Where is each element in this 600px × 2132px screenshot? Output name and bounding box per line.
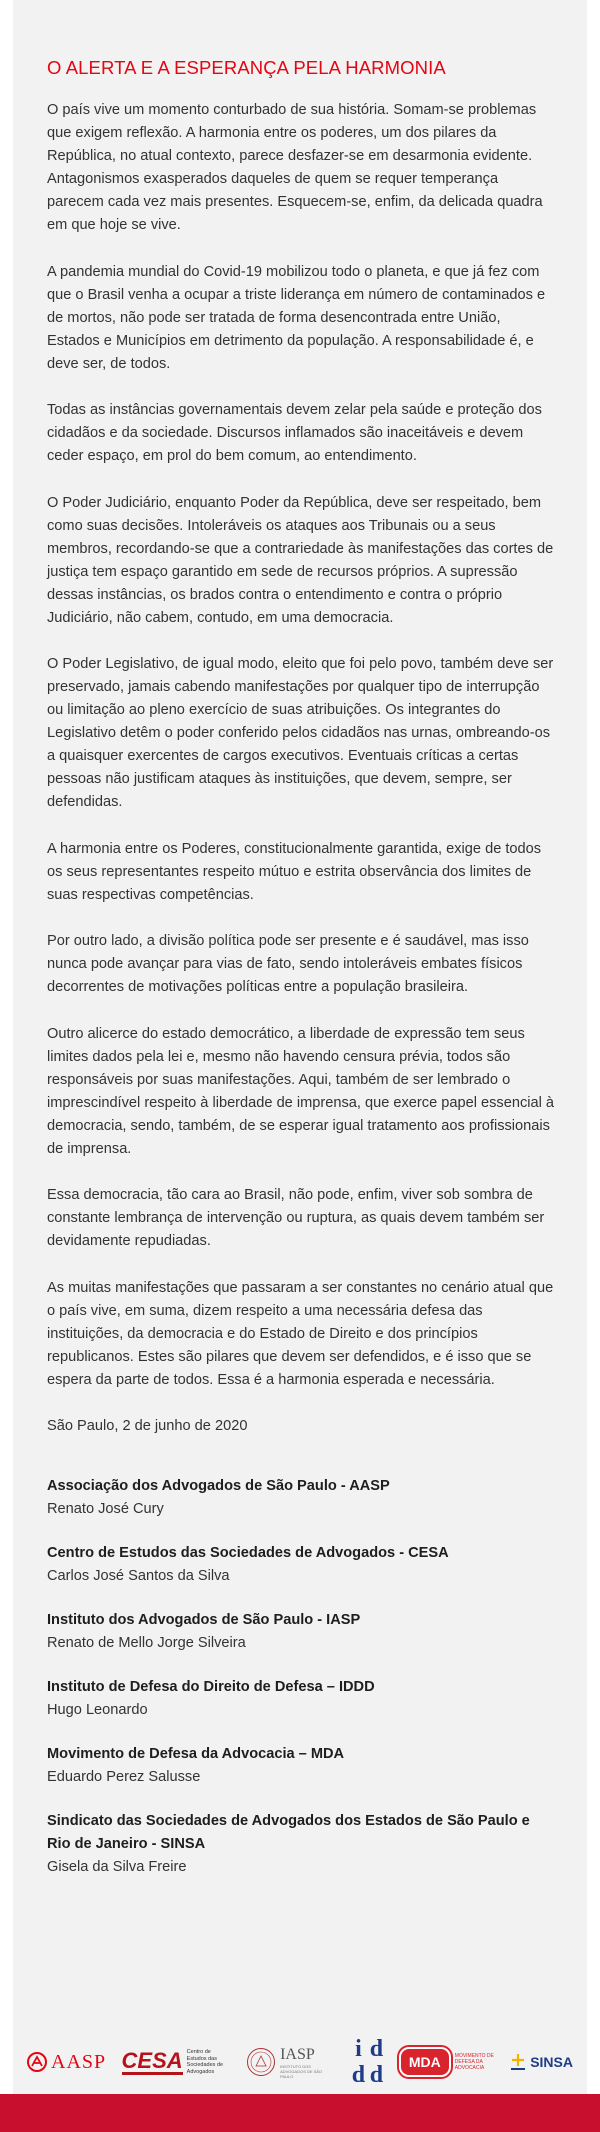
signatory-organization: Centro de Estudos das Sociedades de Advogados - CESA: [47, 1545, 449, 1561]
paragraph: Por outro lado, a divisão política pode ser presente e é saudável, mas isso nunca pode avançar para vias de fato, sendo intoleráveis embates físicos decorrentes de motivações políticas entre a população brasileira.: [47, 933, 529, 995]
paragraph: O país vive um momento conturbado de sua história. Somam-se problemas que exigem reflexão. A harmonia entre os poderes, um dos pilares da República, no atual contexto, parece desfazer-se em desarmonia evidente. Antagonismos exasperados daqueles de quem se requer temperança parecem cada vez mais presentes. Esquecem-se, enfim, da delicada quadra em que hoje se vive.: [47, 102, 543, 233]
paragraph: O Poder Judiciário, enquanto Poder da República, deve ser respeitado, bem como suas decisões. Intoleráveis os ataques aos Tribunais ou a seus membros, recordando-se que a contrariedade às manifestações das cortes de justiça tem espaço garantido em sede de recursos próprios. A supressão dessas instâncias, os brados contra o entendimento e contra o próprio Judiciário, não cabem, contudo, em uma democracia.: [47, 494, 554, 626]
signatory-name: Carlos José Santos da Silva: [47, 1568, 230, 1584]
iddd-letter: i: [355, 2036, 362, 2062]
signature-block: [47, 1743, 557, 1789]
signatory-organization: Movimento de Defesa da Advocacia – MDA: [47, 1746, 345, 1762]
cesa-wordmark: CESA: [121, 2047, 183, 2073]
aasp-emblem-icon: [27, 2052, 47, 2072]
iddd-logo: [351, 2038, 383, 2086]
paragraph: O Poder Legislativo, de igual modo, eleito que foi pelo povo, também deve ser preservado, jamais cabendo manifestações por qualquer tipo de interrupção ou limitação ao pleno exercício de suas atribuições. Os integrantes do Legislativo detêm o poder conferido pelos cidadãos nas urnas, ombreando-os a quaisquer exercentes de cargos executivos. Eventuais críticas a certas pessoas não justificam ataques às instituições, que devem, sempre, ser defendidas.: [47, 656, 554, 810]
iddd-letter: d: [369, 2036, 384, 2062]
signatory-name: Hugo Leonardo: [47, 1702, 148, 1718]
aasp-logo: [27, 2051, 106, 2074]
mda-subtitle: MOVIMENTO DE DEFESA DA ADVOCACIA: [454, 2053, 494, 2071]
iddd-letter: d: [351, 2062, 366, 2088]
body-text: [47, 99, 557, 1392]
signature-block: [47, 1475, 557, 1521]
iasp-seal-icon: [246, 2047, 276, 2077]
signatory-name: Renato de Mello Jorge Silveira: [47, 1635, 246, 1651]
signatory-name: Eduardo Perez Salusse: [47, 1769, 201, 1785]
cesa-subtitle: Centro de Estudos das Sociedades de Advogados: [186, 2049, 224, 2075]
logo-strip: [13, 2036, 587, 2088]
document-title: O ALERTA E A ESPERANÇA PELA HARMONIA: [47, 57, 446, 78]
mda-wordmark: MDA: [399, 2047, 451, 2077]
iasp-wordmark: IASP: [280, 2045, 315, 2063]
iasp-subtitle: INSTITUTO DOS ADVOGADOS DE SÃO PAULO: [280, 2063, 323, 2079]
iasp-logo: [246, 2046, 336, 2079]
signature-block: [47, 1676, 557, 1722]
paragraph: Outro alicerce do estado democrático, a liberdade de expressão tem seus limites dados pela lei e, mesmo não havendo censura prévia, todos são responsáveis por suas manifestações. Aqui, também de ser lembrado o imprescindível respeito à liberdade de imprensa, que exerce papel essencial à democracia, sendo, também, de se esperar igual tratamento aos profissionais de imprensa.: [47, 1025, 555, 1157]
place-date: São Paulo, 2 de junho de 2020: [47, 1418, 248, 1434]
paragraph: A harmonia entre os Poderes, constitucionalmente garantida, exige de todos os seus representantes respeito mútuo e estrita observância dos limites de suas respectivas competências.: [47, 840, 542, 903]
paragraph: Essa democracia, tão cara ao Brasil, não pode, enfim, viver sob sombra de constante lembrança de intervenção ou ruptura, as quais devem também ser devidamente repudiadas.: [47, 1187, 545, 1249]
signature-block: [47, 1609, 557, 1655]
paragraph: A pandemia mundial do Covid-19 mobilizou todo o planeta, e que já fez com que o Brasil venha a ocupar a triste liderança em número de contaminados e de mortos, não pode ser tratada de forma desencontrada entre União, Estados e Municípios em detrimento da população. A responsabilidade é, e deve ser, de todos.: [47, 263, 546, 372]
paragraph: As muitas manifestações que passaram a ser constantes no cenário atual que o país vive, em suma, dizem respeito a uma necessária defesa das instituições, da democracia e do Estado de Direito e dos princípios republicanos. Estes são pilares que devem ser defendidos, e é isso que se espera da parte de todos. Essa é a harmonia esperada e necessária.: [47, 1279, 554, 1388]
paragraph: Todas as instâncias governamentais devem zelar pela saúde e proteção dos cidadãos e da sociedade. Discursos inflamados são inaceitáveis e devem ceder espaço, em prol do bem comum, ao entendimento.: [47, 402, 542, 464]
signature-list: [47, 1475, 557, 1879]
sinsa-wordmark: SINSA: [530, 2054, 573, 2070]
signature-block: [47, 1542, 557, 1588]
signature-block: [47, 1810, 557, 1879]
signatory-organization: Sindicato das Sociedades de Advogados dos Estados de São Paulo e Rio de Janeiro - SINSA: [47, 1813, 530, 1852]
signatory-organization: Associação dos Advogados de São Paulo - AASP: [47, 1478, 390, 1494]
cesa-logo: [122, 2049, 231, 2075]
aasp-wordmark: AASP: [51, 2050, 107, 2073]
sinsa-logo: [510, 2052, 573, 2072]
signatory-name: Renato José Cury: [47, 1501, 164, 1517]
footer-bar: [0, 2094, 600, 2132]
sinsa-emblem-icon: [510, 2052, 526, 2072]
mda-logo: [399, 2047, 495, 2077]
document-content: [47, 56, 557, 1900]
signatory-organization: Instituto de Defesa do Direito de Defesa – IDDD: [47, 1679, 375, 1695]
iddd-letter: d: [369, 2062, 384, 2088]
signatory-name: Gisela da Silva Freire: [47, 1859, 187, 1875]
signatory-organization: Instituto dos Advogados de São Paulo - IASP: [47, 1612, 361, 1628]
